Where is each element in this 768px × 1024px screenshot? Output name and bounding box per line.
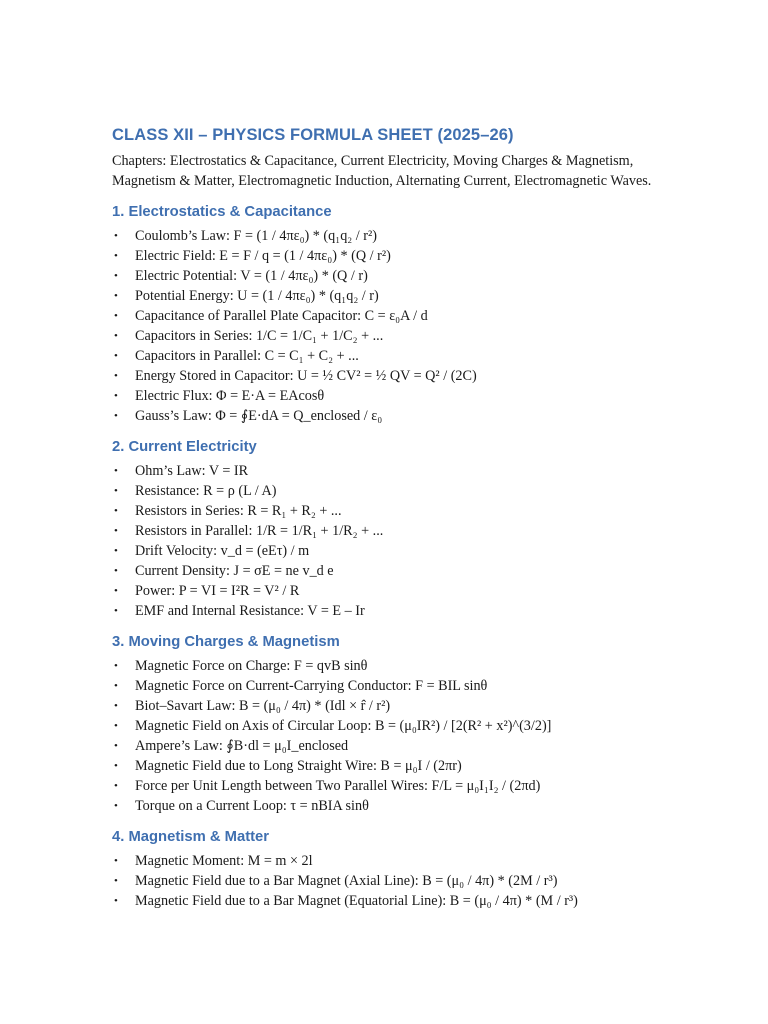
formula-item (112, 601, 652, 621)
formula-text: Magnetic Field due to a Bar Magnet (Equatorial Line): B = (μ₀ / 4π) * (M / r³) (135, 893, 578, 909)
formula-text: Electric Field: E = F / q = (1 / 4πε₀) * (Q / r²) (135, 248, 391, 264)
formula-text: Force per Unit Length between Two Parallel Wires: F/L = μ₀I₁I₂ / (2πd) (135, 778, 541, 794)
bullet-icon: • (114, 390, 118, 402)
bullet-icon: • (114, 700, 118, 712)
bullet-icon: • (114, 875, 118, 887)
formula-item (112, 366, 652, 386)
formula-item (112, 696, 652, 716)
formula-text: Capacitors in Parallel: C = C₁ + C₂ + ... (135, 348, 359, 364)
formula-item (112, 461, 652, 481)
section-heading: 1. Electrostatics & Capacitance (112, 204, 332, 220)
section-heading: 2. Current Electricity (112, 439, 257, 455)
section-4 (112, 827, 652, 911)
formula-text: Energy Stored in Capacitor: U = ½ CV² = ½ QV = Q² / (2C) (135, 368, 477, 384)
bullet-icon: • (114, 410, 118, 422)
section-2 (112, 437, 652, 621)
section-1 (112, 202, 652, 426)
chapters-list: Chapters: Electrostatics & Capacitance, Current Electricity, Moving Charges & Magnetism, Magnetism & Matter, Electromagnetic Induction, Alternating Current, Electromagnetic Waves. (112, 153, 652, 189)
bullet-icon: • (114, 370, 118, 382)
formula-text: Magnetic Field due to Long Straight Wire: B = μ₀I / (2πr) (135, 758, 462, 774)
formula-text: Resistance: R = ρ (L / A) (135, 483, 277, 499)
bullet-icon: • (114, 230, 118, 242)
formula-text: Potential Energy: U = (1 / 4πε₀) * (q₁q₂ / r) (135, 288, 379, 304)
formula-item (112, 286, 652, 306)
formula-text: Current Density: J = σE = ne v_d e (135, 563, 334, 579)
formula-text: Magnetic Field on Axis of Circular Loop: B = (μ₀IR²) / [2(R² + x²)^(3/2)] (135, 718, 552, 734)
formula-text: Capacitors in Series: 1/C = 1/C₁ + 1/C₂ + ... (135, 328, 384, 344)
formula-text: Magnetic Force on Charge: F = qvB sinθ (135, 658, 368, 674)
bullet-icon: • (114, 660, 118, 672)
formula-text: Resistors in Parallel: 1/R = 1/R₁ + 1/R₂ + ... (135, 523, 384, 539)
formula-item (112, 246, 652, 266)
formula-list (112, 226, 652, 426)
formula-text: Resistors in Series: R = R₁ + R₂ + ... (135, 503, 342, 519)
formula-item (112, 561, 652, 581)
formula-item (112, 716, 652, 736)
section-heading: 4. Magnetism & Matter (112, 829, 270, 845)
bullet-icon: • (114, 290, 118, 302)
bullet-icon: • (114, 780, 118, 792)
bullet-icon: • (114, 760, 118, 772)
formula-text: Biot–Savart Law: B = (μ₀ / 4π) * (Idl × r̂ / r²) (135, 698, 391, 714)
formula-item (112, 346, 652, 366)
sections-container (112, 202, 652, 911)
formula-text: EMF and Internal Resistance: V = E – Ir (135, 603, 365, 619)
bullet-icon: • (114, 565, 118, 577)
formula-item (112, 776, 652, 796)
bullet-icon: • (114, 605, 118, 617)
bullet-icon: • (114, 545, 118, 557)
formula-text: Magnetic Field due to a Bar Magnet (Axial Line): B = (μ₀ / 4π) * (2M / r³) (135, 873, 558, 889)
bullet-icon: • (114, 740, 118, 752)
formula-item (112, 656, 652, 676)
bullet-icon: • (114, 350, 118, 362)
formula-item (112, 501, 652, 521)
formula-text: Coulomb’s Law: F = (1 / 4πε₀) * (q₁q₂ / r²) (135, 228, 377, 244)
formula-item (112, 406, 652, 426)
bullet-icon: • (114, 895, 118, 907)
bullet-icon: • (114, 525, 118, 537)
section-heading: 3. Moving Charges & Magnetism (112, 634, 340, 650)
formula-item (112, 266, 652, 286)
formula-item (112, 796, 652, 816)
formula-list (112, 461, 652, 621)
formula-text: Drift Velocity: v_d = (eEτ) / m (135, 543, 310, 559)
formula-sheet-page (112, 124, 652, 911)
formula-text: Ohm’s Law: V = IR (135, 463, 249, 479)
bullet-icon: • (114, 720, 118, 732)
formula-text: Capacitance of Parallel Plate Capacitor: C = ε₀A / d (135, 308, 428, 324)
formula-item (112, 851, 652, 871)
formula-item (112, 386, 652, 406)
formula-item (112, 226, 652, 246)
bullet-icon: • (114, 465, 118, 477)
formula-item (112, 306, 652, 326)
bullet-icon: • (114, 250, 118, 262)
formula-text: Magnetic Moment: M = m × 2l (135, 853, 313, 869)
bullet-icon: • (114, 855, 118, 867)
formula-list (112, 851, 652, 911)
bullet-icon: • (114, 270, 118, 282)
formula-item (112, 736, 652, 756)
formula-text: Gauss’s Law: Φ = ∮E·dA = Q_enclosed / ε₀ (135, 408, 383, 424)
formula-text: Power: P = VI = I²R = V² / R (135, 583, 300, 599)
bullet-icon: • (114, 505, 118, 517)
bullet-icon: • (114, 310, 118, 322)
formula-item (112, 481, 652, 501)
formula-text: Magnetic Force on Current-Carrying Conductor: F = BIL sinθ (135, 678, 488, 694)
bullet-icon: • (114, 330, 118, 342)
bullet-icon: • (114, 680, 118, 692)
formula-text: Ampere’s Law: ∮B·dl = μ₀I_enclosed (135, 738, 349, 754)
formula-item (112, 326, 652, 346)
formula-text: Electric Flux: Φ = E·A = EAcosθ (135, 388, 325, 404)
formula-list (112, 656, 652, 816)
formula-text: Electric Potential: V = (1 / 4πε₀) * (Q / r) (135, 268, 368, 284)
formula-item (112, 756, 652, 776)
bullet-icon: • (114, 485, 118, 497)
formula-item (112, 541, 652, 561)
formula-item (112, 871, 652, 891)
section-3 (112, 632, 652, 816)
document-title: CLASS XII – PHYSICS FORMULA SHEET (2025–26) (112, 126, 514, 144)
formula-item (112, 891, 652, 911)
formula-text: Torque on a Current Loop: τ = nBIA sinθ (135, 798, 369, 814)
bullet-icon: • (114, 585, 118, 597)
bullet-icon: • (114, 800, 118, 812)
formula-item (112, 676, 652, 696)
formula-item (112, 581, 652, 601)
formula-item (112, 521, 652, 541)
